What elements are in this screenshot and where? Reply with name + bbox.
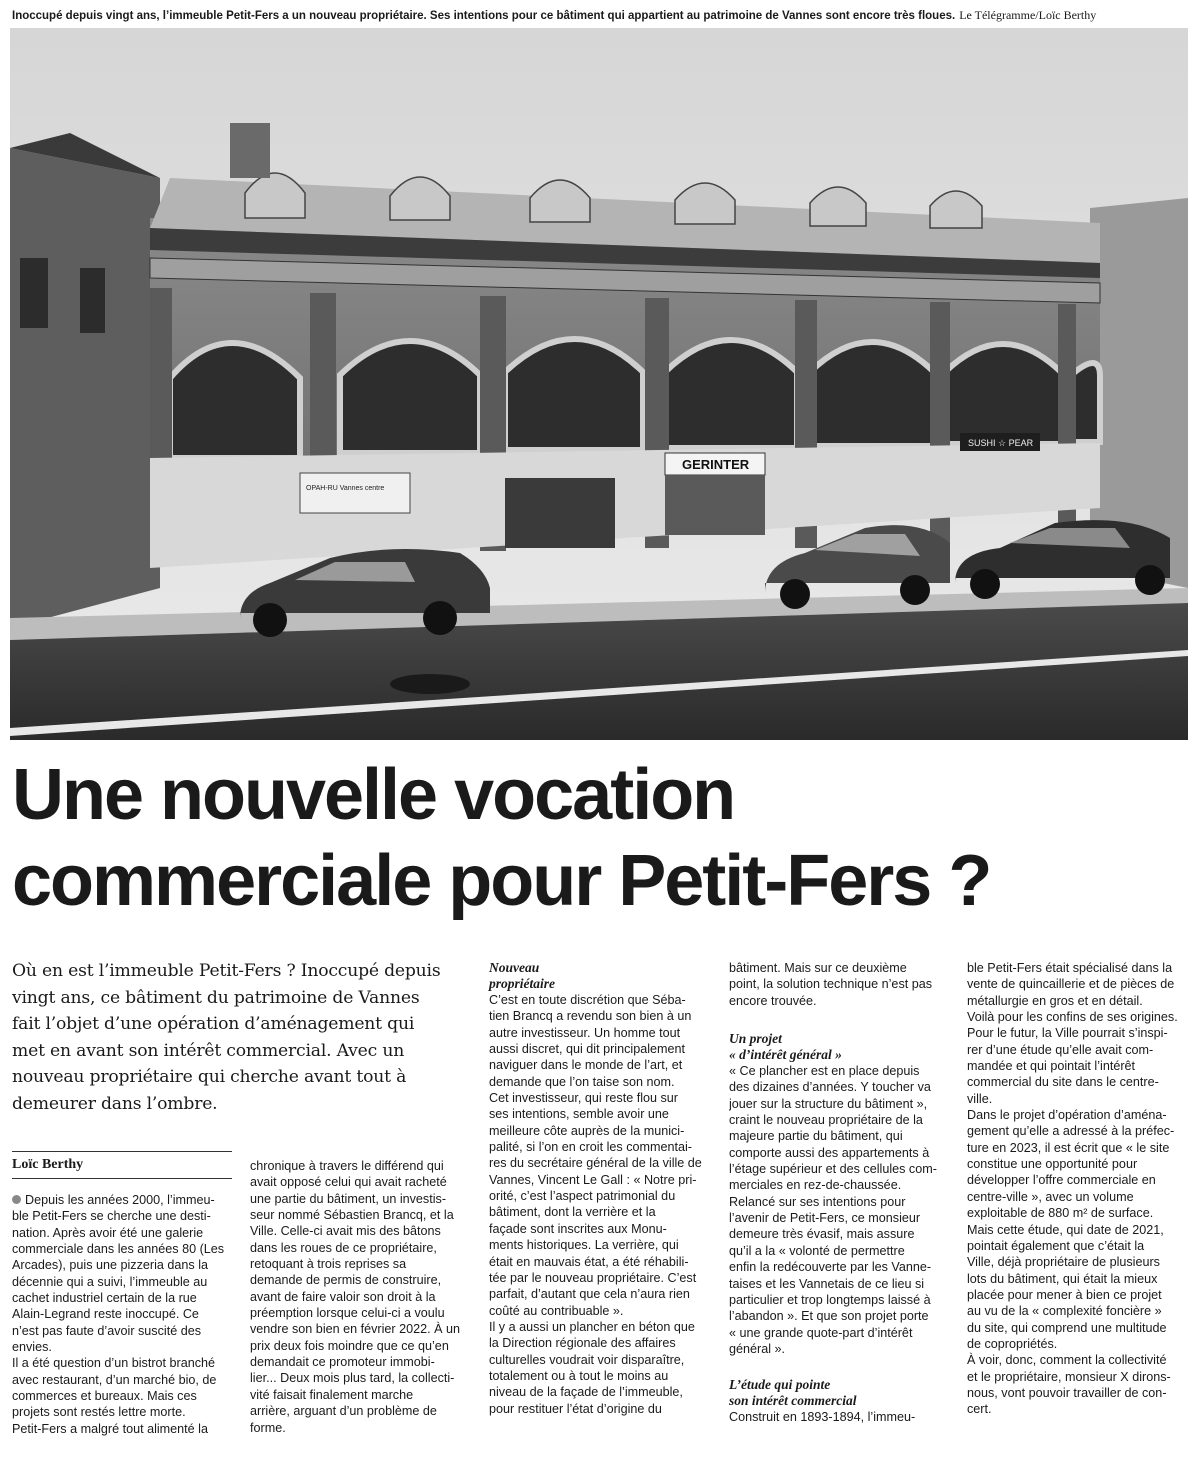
text-line: gement qu’elle a adressé à la préfec- <box>967 1124 1175 1139</box>
text-line: rer d’une étude qu’elle avait com- <box>967 1042 1154 1057</box>
text-line: taises et les Vannetais de ce lieu si <box>729 1276 925 1291</box>
lead-line: met en avant son intérêt commercial. Avec un <box>12 1040 405 1061</box>
headline <box>12 752 1192 924</box>
bullet-icon <box>12 1195 21 1204</box>
byline-rule-bottom <box>12 1178 232 1179</box>
text-line: bâtiment. Mais sur ce deuxième <box>729 961 907 975</box>
text-line: niveau de la façade de l’immeuble, <box>489 1385 683 1400</box>
text-line: majeure partie du bâtiment, qui <box>729 1129 903 1144</box>
text-line: Pour le futur, la Ville pourrait s’inspi- <box>967 1026 1168 1041</box>
text-line: commerciale dans les années 80 (Les <box>12 1242 225 1257</box>
text-line: cert. <box>967 1402 992 1417</box>
text-line: l’abandon ». Et que son projet porte <box>729 1309 929 1324</box>
text-line: une partie du bâtiment, un investis- <box>250 1191 447 1206</box>
text-line: chronique à travers le différend qui <box>250 1159 444 1173</box>
text-line: comporte aussi des appartements à <box>729 1145 930 1160</box>
text-line: ses intentions, semble avoir une <box>489 1107 669 1122</box>
text-line: point, la solution technique n’est pas <box>729 977 933 992</box>
text-line: tée par le nouveau propriétaire. C’est <box>489 1270 697 1285</box>
lead-paragraph <box>12 958 472 1117</box>
text-line: Ville, déjà propriétaire de plusieurs <box>967 1255 1160 1270</box>
text-line: des dizaines d’années. Y toucher va <box>729 1080 931 1095</box>
text-line: projets sont restés lettre morte. <box>12 1405 186 1420</box>
text-line: développer l’offre commerciale en <box>967 1173 1156 1188</box>
text-line: ville. <box>967 1091 993 1106</box>
text-line: coûté au contribuable ». <box>489 1303 624 1318</box>
text-line: Petit-Fers a malgré tout alimenté la <box>12 1421 208 1436</box>
text-line: Mais cette étude, qui date de 2021, <box>967 1222 1164 1237</box>
text-line: qu’il a la « volonté de permettre <box>729 1243 905 1258</box>
text-line: décennie qui a suivi, l’immeuble au <box>12 1274 208 1289</box>
text-line: Arcades), puis une pizzeria dans la <box>12 1258 209 1273</box>
text-line: jouer sur la structure du bâtiment », <box>729 1096 928 1111</box>
text-line: enfin la redécouverte par les Vanne- <box>729 1260 932 1275</box>
text-line: prix deux fois moindre que ce qu’en <box>250 1338 449 1353</box>
article-column-4 <box>729 960 951 1426</box>
text-line: envies. <box>12 1340 52 1355</box>
text-line: vité faisait finalement marche <box>250 1387 414 1402</box>
text-line: ble Petit-Fers se cherche une desti- <box>12 1209 211 1224</box>
article-column-2 <box>250 1158 472 1436</box>
opah-sign: OPAH-RU Vannes centre <box>306 485 385 492</box>
headline-line-2: commerciale pour Petit-Fers ? <box>12 841 991 921</box>
text-line: au vu de la « complexité foncière » <box>967 1304 1162 1319</box>
text-line: centre-ville », avec un volume <box>967 1189 1134 1204</box>
subhead-nouveau-proprietaire: Nouveau propriétaire <box>489 960 555 991</box>
text-line: Voilà pour les confins de ses origines. <box>967 1010 1178 1025</box>
text-line: constitue une opportunité pour <box>967 1157 1138 1172</box>
text-line: dans les roues de ce propriétaire, <box>250 1240 437 1255</box>
subhead-interet-general: Un projet « d’intérêt général » <box>729 1031 842 1063</box>
text-line: métallurgie en gros et en détail. <box>967 993 1143 1008</box>
text-line: encore trouvée. <box>729 993 817 1008</box>
text-line: « Ce plancher est en place depuis <box>729 1064 920 1079</box>
text-line: bâtiment, dont la verrière et la <box>489 1205 656 1220</box>
text-line: forme. <box>250 1420 286 1435</box>
text-line: tien Brancq a revendu son bien à un <box>489 1009 692 1024</box>
text-line: orité, c’est l’aspect patrimonial du <box>489 1189 676 1204</box>
text-line: ture en 2023, il est écrit que « le site <box>967 1140 1170 1155</box>
text-line: demande de permis de construire, <box>250 1273 442 1288</box>
text-line: parfait, d’autant que cela n’aura rien <box>489 1287 690 1302</box>
text-line: pour restituer l’état d’origine du <box>489 1401 662 1416</box>
article-column-3 <box>489 960 711 1417</box>
text-line: du site, qui comprend une multitude <box>967 1320 1167 1335</box>
text-line: avec restaurant, d’un marché bio, de <box>12 1372 217 1387</box>
text-line: était en mauvais état, a été réhabili- <box>489 1254 689 1269</box>
text-line: cachet industriel certain de la rue <box>12 1291 197 1306</box>
lead-line: demeurer dans l’ombre. <box>12 1093 218 1114</box>
photo-caption <box>12 6 1192 25</box>
text-line: demeure très évasif, mais assure <box>729 1227 915 1242</box>
text-line: avant de faire valoir son droit à la <box>250 1289 436 1304</box>
text-line: la Direction régionale des affaires <box>489 1336 676 1351</box>
text-line: commercial du site dans le centre- <box>967 1075 1159 1090</box>
text-line: exploitable de 880 m² de surface. <box>967 1206 1154 1221</box>
text-line: Vannes, Vincent Le Gall : « Notre pri- <box>489 1172 697 1187</box>
subhead-etude-interet-commercial: L’étude qui pointe son intérêt commercial <box>729 1377 857 1409</box>
byline: Loïc Berthy <box>12 1157 84 1172</box>
text-line: seur nommé Sébastien Brancq, et la <box>250 1208 454 1223</box>
text-line: craint le nouveau propriétaire de la <box>729 1113 923 1128</box>
text-line: commerces et bureaux. Mais ces <box>12 1389 197 1404</box>
byline-rule-top <box>12 1151 232 1152</box>
text-line: Il a été question d’un bistrot branché <box>12 1356 216 1371</box>
text-line: totalement ou à tout le moins au <box>489 1368 669 1383</box>
text-line: de copropriétés. <box>967 1336 1058 1351</box>
text-line: Relancé sur ses intentions pour <box>729 1194 906 1209</box>
article-column-1 <box>12 1192 232 1437</box>
text-line: n’est pas faute d’avoir suscité des <box>12 1323 202 1338</box>
text-line: culturelles voudrait voir disparaître, <box>489 1352 685 1367</box>
text-line: vendre son bien en février 2022. À un <box>250 1322 461 1337</box>
text-line: et le propriétaire, monsieur X dirons- <box>967 1369 1171 1384</box>
headline-line-1: Une nouvelle vocation <box>12 755 735 835</box>
text-line: À voir, donc, comment la collectivité <box>967 1353 1167 1368</box>
text-line: nous, vont pouvoir travailler de con- <box>967 1385 1167 1400</box>
text-line: aussi discret, qui dit principalement <box>489 1042 685 1057</box>
text-line: arrière, arguant d’un problème de <box>250 1404 437 1419</box>
text-line: nation. Après avoir été une galerie <box>12 1225 204 1240</box>
text-line: Ville. Celle-ci avait mis des bâtons <box>250 1224 441 1239</box>
text-line: l’avenir de Petit-Fers, ce monsieur <box>729 1211 921 1226</box>
text-line: lots du bâtiment, qui était la mieux <box>967 1271 1158 1286</box>
text-line: res du secrétaire général de la ville de <box>489 1156 702 1171</box>
text-line: demande que l’on taise son nom. <box>489 1074 675 1089</box>
text-line: merciales en rez-de-chaussée. <box>729 1178 902 1193</box>
text-line: palité, si l’on en croit les commentai- <box>489 1140 692 1155</box>
text-line: vente de quincaillerie et de pièces de <box>967 977 1175 992</box>
text-line: naviguer dans le monde de l’art, et <box>489 1058 683 1073</box>
text-line: préemption lorsque celui-ci a voulu <box>250 1306 445 1321</box>
text-line: lier... Deux mois plus tard, la collecti- <box>250 1371 455 1386</box>
caption-text: Inoccupé depuis vingt ans, l’immeuble Petit-Fers a un nouveau propriétaire. Ses intentions pour ce bâtiment qui appartient au patrimoine de Vannes sont encore très floues. <box>12 10 956 22</box>
text-line: « une grande quote-part d’intérêt <box>729 1325 913 1340</box>
text-line: Cet investisseur, qui reste flou sur <box>489 1091 678 1106</box>
text-line: mandée et qui pointait l’intérêt <box>967 1059 1136 1074</box>
text-line: Dans le projet d’opération d’aména- <box>967 1108 1167 1123</box>
text-line: retoquant à trois reprises sa <box>250 1257 407 1272</box>
text-line-content: Depuis les années 2000, l’immeu- <box>25 1193 215 1207</box>
text-line: avait opposé celui qui avait racheté <box>250 1175 447 1190</box>
sushi-sign: SUSHI ☆ PEAR <box>968 438 1034 448</box>
article-column-5 <box>967 960 1189 1418</box>
gerinter-sign: GERINTER <box>682 457 750 472</box>
text-line: autre investisseur. Un homme tout <box>489 1025 681 1040</box>
text-line: meilleure côte auprès de la munici- <box>489 1123 685 1138</box>
text-line: Construit en 1893-1894, l’immeu- <box>729 1410 916 1425</box>
text-line: façade sont inscrites aux Monu- <box>489 1221 667 1236</box>
text-line: ble Petit-Fers était spécialisé dans la <box>967 961 1173 975</box>
text-line: particulier et trop longtemps laissé à <box>729 1292 931 1307</box>
lead-line: fait l’objet d’une opération d’aménagement qui <box>12 1014 415 1034</box>
building-photo <box>10 28 1188 740</box>
lead-line: Où en est l’immeuble Petit-Fers ? Inoccupé depuis <box>12 961 441 981</box>
photo-credit: Le Télégramme/Loïc Berthy <box>959 8 1097 22</box>
text-line: placée pour mener à bien ce projet <box>967 1287 1162 1302</box>
text-line: demandait ce promoteur immobi- <box>250 1355 435 1370</box>
text-line: l’étage supérieur et des cellules com- <box>729 1162 937 1177</box>
text-line: général ». <box>729 1341 786 1356</box>
text-line: C’est en toute discrétion que Séba- <box>489 993 686 1007</box>
text-line <box>12 1192 232 1208</box>
lead-line: vingt ans, ce bâtiment du patrimoine de Vannes <box>12 987 420 1008</box>
text-line: pointait également que c’était la <box>967 1238 1145 1253</box>
lead-line: nouveau propriétaire qui cherche avant tout à <box>12 1067 407 1087</box>
text-line: Alain-Legrand reste inoccupé. Ce <box>12 1307 199 1322</box>
text-line: ments historiques. La verrière, qui <box>489 1238 679 1253</box>
text-line: Il y a aussi un plancher en béton que <box>489 1319 695 1334</box>
